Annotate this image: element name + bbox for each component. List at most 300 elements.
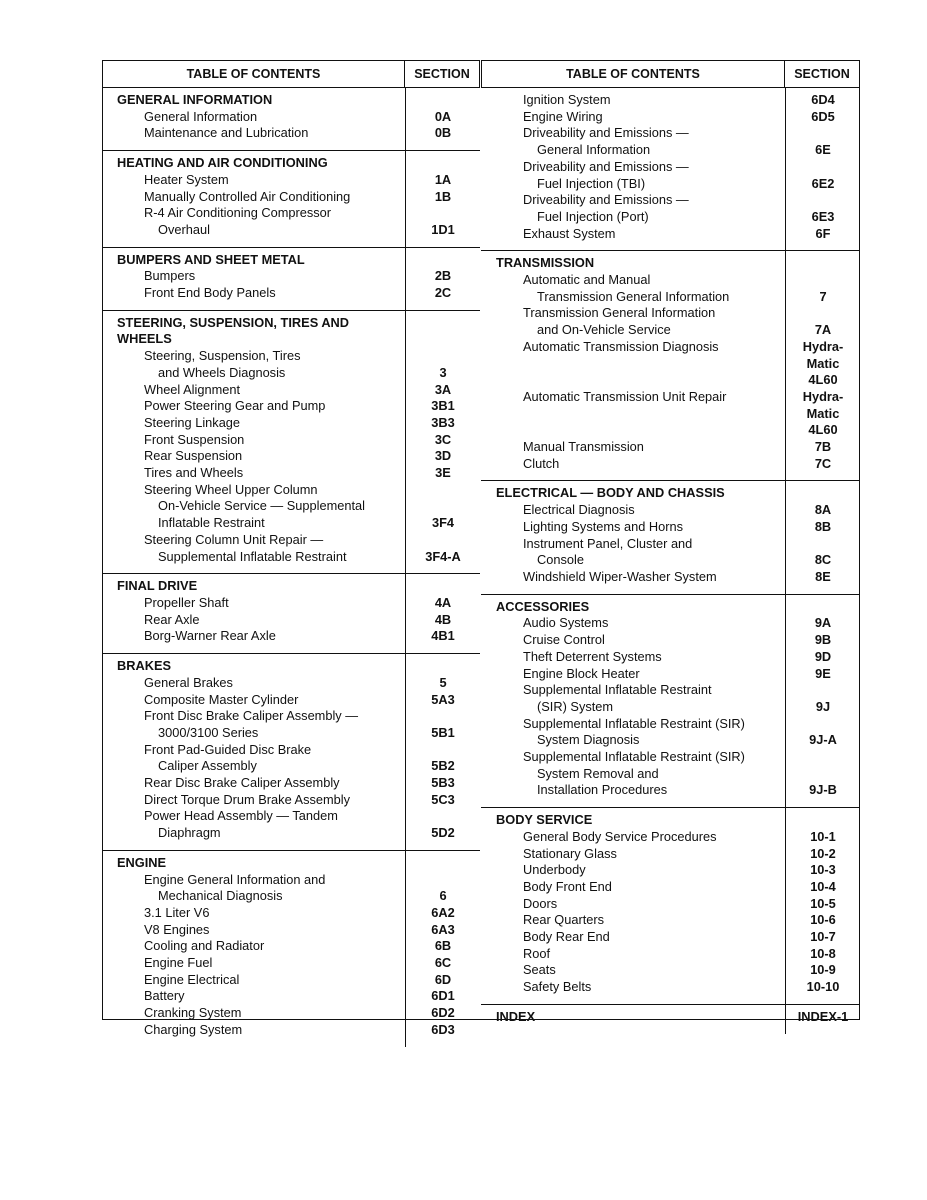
toc-entry-title: Exhaust System bbox=[523, 225, 616, 241]
toc-group-title: ACCESSORIES bbox=[496, 598, 590, 614]
toc-entry-title: Automatic and Manual bbox=[523, 272, 651, 288]
toc-entry-section-number: 3F4-A bbox=[425, 548, 461, 564]
toc-entry-section-number: 10-3 bbox=[810, 862, 836, 878]
toc-group-title-row bbox=[102, 855, 480, 872]
toc-entry[interactable] bbox=[481, 192, 860, 209]
toc-entry-title: Diaphragm bbox=[158, 825, 221, 841]
toc-entry[interactable] bbox=[102, 888, 480, 905]
toc-entry[interactable] bbox=[481, 356, 860, 373]
toc-entry[interactable] bbox=[481, 766, 860, 783]
toc-entry-title: Overhaul bbox=[158, 221, 210, 237]
toc-entry[interactable] bbox=[481, 862, 860, 879]
toc-entry[interactable] bbox=[102, 725, 480, 742]
toc-entry-title: Caliper Assembly bbox=[158, 758, 257, 774]
toc-entry[interactable] bbox=[102, 482, 480, 499]
toc-entry-section-number: 3E bbox=[435, 465, 451, 481]
toc-entry-section-number: 5B3 bbox=[431, 775, 455, 791]
toc-entry-title: Charging System bbox=[144, 1021, 243, 1037]
toc-entry[interactable] bbox=[481, 422, 860, 439]
toc-entry-title: On-Vehicle Service — Supplemental bbox=[158, 498, 365, 514]
toc-entry-title: Supplemental Inflatable Restraint bbox=[523, 682, 712, 698]
left-header-section: SECTION bbox=[404, 61, 479, 87]
toc-entry[interactable] bbox=[481, 552, 860, 569]
toc-entry[interactable] bbox=[481, 456, 860, 473]
toc-entry-section-number: 7B bbox=[814, 439, 832, 455]
toc-group-title-row bbox=[102, 578, 480, 595]
toc-entry[interactable] bbox=[481, 125, 860, 142]
toc-group bbox=[102, 248, 480, 311]
toc-entry[interactable] bbox=[102, 742, 480, 759]
toc-group-title: FINAL DRIVE bbox=[117, 578, 198, 594]
toc-entry-section-number: 8C bbox=[814, 552, 832, 568]
toc-entry[interactable] bbox=[481, 699, 860, 716]
toc-entry-section-number: Hydra- bbox=[802, 388, 844, 404]
toc-entry-section-number: 6A2 bbox=[431, 904, 455, 920]
toc-entry[interactable] bbox=[102, 498, 480, 515]
left-header-title: TABLE OF CONTENTS bbox=[186, 67, 321, 81]
toc-entry-title: General Information bbox=[144, 108, 258, 124]
toc-entry-title: Tires and Wheels bbox=[144, 465, 244, 481]
toc-group bbox=[102, 151, 480, 248]
toc-entry-title: Engine Block Heater bbox=[523, 665, 640, 681]
toc-entry[interactable] bbox=[481, 406, 860, 423]
toc-entry[interactable] bbox=[102, 692, 480, 709]
toc-entry-title: (SIR) System bbox=[537, 698, 614, 714]
toc-entry[interactable] bbox=[481, 615, 860, 632]
toc-entry[interactable] bbox=[481, 176, 860, 193]
toc-entry-section-number: 10-9 bbox=[810, 962, 836, 978]
toc-group-title: TRANSMISSION bbox=[496, 255, 595, 271]
toc-entry-title: Rear Disc Brake Caliper Assembly bbox=[144, 775, 340, 791]
toc-entry[interactable] bbox=[481, 536, 860, 553]
toc-entry-title: Doors bbox=[523, 895, 558, 911]
toc-entry[interactable] bbox=[102, 109, 480, 126]
toc-entry-section-number: 9A bbox=[814, 615, 832, 631]
toc-entry[interactable] bbox=[481, 372, 860, 389]
toc-entry[interactable] bbox=[481, 946, 860, 963]
toc-entry-section-number: 9J-B bbox=[809, 782, 837, 798]
right-groups bbox=[481, 88, 860, 1034]
toc-entry[interactable] bbox=[102, 872, 480, 889]
toc-entry[interactable] bbox=[102, 189, 480, 206]
toc-entry-title: Engine Electrical bbox=[144, 971, 240, 987]
toc-entry-title: Body Rear End bbox=[523, 929, 610, 945]
toc-entry[interactable] bbox=[102, 549, 480, 566]
toc-group bbox=[102, 851, 480, 1047]
toc-entry-section-number: 3D bbox=[434, 448, 452, 464]
section-column-divider bbox=[785, 251, 786, 480]
toc-entry[interactable] bbox=[102, 708, 480, 725]
toc-entry-title: Front Suspension bbox=[144, 431, 245, 447]
toc-entry[interactable] bbox=[481, 439, 860, 456]
toc-entry[interactable] bbox=[102, 222, 480, 239]
toc-entry[interactable] bbox=[102, 792, 480, 809]
toc-group-title-row bbox=[102, 331, 480, 348]
toc-entry-section-number: 5 bbox=[439, 674, 447, 690]
toc-entry-title: Front Pad-Guided Disc Brake bbox=[144, 741, 312, 757]
toc-entry-title: Steering Linkage bbox=[144, 414, 241, 430]
toc-entry-title: Transmission General Information bbox=[537, 288, 730, 304]
toc-group-title: HEATING AND AIR CONDITIONING bbox=[117, 155, 328, 171]
toc-entry-section-number: 8B bbox=[814, 518, 832, 534]
toc-group-title: BODY SERVICE bbox=[496, 812, 593, 828]
toc-entry-title: R-4 Air Conditioning Compressor bbox=[144, 205, 332, 221]
toc-entry[interactable] bbox=[102, 398, 480, 415]
toc-right-header bbox=[481, 60, 860, 88]
toc-group-title: BUMPERS AND SHEET METAL bbox=[117, 251, 305, 267]
toc-entry-section-number: 4B1 bbox=[431, 628, 455, 644]
toc-entry-section-number: 3B1 bbox=[431, 398, 455, 414]
toc-entry[interactable] bbox=[481, 649, 860, 666]
toc-entry-section-number: 5A3 bbox=[431, 691, 455, 707]
toc-entry-section-number: 6D4 bbox=[811, 92, 835, 107]
toc-entry-title: Automatic Transmission Unit Repair bbox=[523, 388, 727, 404]
toc-entry-section-number: 4L60 bbox=[808, 422, 838, 438]
toc-entry-section-number: 6E bbox=[815, 142, 831, 158]
toc-group-title-row bbox=[102, 658, 480, 675]
toc-entry[interactable] bbox=[481, 929, 860, 946]
toc-group-title-continued: WHEELS bbox=[117, 331, 172, 347]
toc-group bbox=[481, 481, 860, 594]
toc-entry-section-number: 6D bbox=[434, 971, 452, 987]
toc-entry-title: Inflatable Restraint bbox=[158, 515, 265, 531]
toc-entry-section-number: 6 bbox=[439, 888, 447, 904]
toc-entry-title: Rear Suspension bbox=[144, 448, 243, 464]
section-column-divider bbox=[785, 808, 786, 1004]
toc-entry-title: Power Head Assembly — Tandem bbox=[144, 808, 338, 824]
toc-entry[interactable] bbox=[102, 758, 480, 775]
toc-entry-section-number: 6D3 bbox=[431, 1021, 455, 1037]
toc-entry-title: Installation Procedures bbox=[537, 782, 668, 798]
toc-entry-title: Manual Transmission bbox=[523, 439, 644, 455]
toc-group-title: STEERING, SUSPENSION, TIRES AND bbox=[117, 314, 350, 330]
toc-entry[interactable] bbox=[102, 415, 480, 432]
section-column-divider bbox=[405, 574, 406, 653]
toc-entry-title: Audio Systems bbox=[523, 615, 609, 631]
toc-entry-title: General Body Service Procedures bbox=[523, 828, 717, 844]
toc-group-title-row bbox=[481, 485, 860, 502]
toc-entry[interactable] bbox=[102, 955, 480, 972]
toc-entry-title: Engine General Information and bbox=[144, 871, 326, 887]
toc-entry-section-number: 6F bbox=[815, 225, 831, 241]
toc-entry-section-number: 3B3 bbox=[431, 414, 455, 430]
toc-group-title: ENGINE bbox=[117, 854, 167, 870]
toc-entry[interactable] bbox=[481, 389, 860, 406]
toc-entry-title: Driveability and Emissions — bbox=[523, 158, 689, 174]
toc-entry-title: Rear Quarters bbox=[523, 912, 605, 928]
toc-entry-section-number: 6B bbox=[434, 938, 452, 954]
toc-entry-title: Supplemental Inflatable Restraint bbox=[158, 548, 347, 564]
toc-entry-section-number: 2C bbox=[434, 285, 452, 301]
toc-entry-title: Steering Wheel Upper Column bbox=[144, 481, 318, 497]
toc-entry-section-number: 10-5 bbox=[810, 895, 836, 911]
toc-entry-title: Power Steering Gear and Pump bbox=[144, 398, 326, 414]
toc-left-header bbox=[102, 60, 480, 88]
toc-entry[interactable] bbox=[481, 979, 860, 996]
toc-group-title-row bbox=[102, 315, 480, 332]
toc-entry-title: Direct Torque Drum Brake Assembly bbox=[144, 791, 351, 807]
toc-group bbox=[481, 808, 860, 1005]
toc-entry[interactable] bbox=[102, 365, 480, 382]
toc-entry[interactable] bbox=[481, 502, 860, 519]
toc-entry-title: Composite Master Cylinder bbox=[144, 691, 299, 707]
toc-entry[interactable] bbox=[481, 682, 860, 699]
toc-entry-section-number: 5B2 bbox=[431, 758, 455, 774]
toc-entry[interactable] bbox=[481, 159, 860, 176]
toc-entry-title: Lighting Systems and Horns bbox=[523, 518, 684, 534]
toc-entry[interactable] bbox=[102, 595, 480, 612]
toc-entry-section-number: 1D1 bbox=[431, 221, 455, 237]
toc-entry-section-number: 1B bbox=[434, 188, 452, 204]
toc-entry[interactable] bbox=[102, 988, 480, 1005]
toc-entry-section-number: 9J-A bbox=[809, 732, 837, 748]
toc-entry-section-number: 10-7 bbox=[810, 929, 836, 945]
toc-entry-section-number: 3C bbox=[434, 431, 452, 447]
toc-entry-section-number: 4B bbox=[434, 611, 452, 627]
toc-entry[interactable] bbox=[481, 109, 860, 126]
toc-entry[interactable] bbox=[102, 125, 480, 142]
toc-group-title-section: INDEX-1 bbox=[797, 1008, 849, 1024]
toc-entry-section-number: 8A bbox=[814, 502, 832, 518]
toc-entry-section-number: 10-10 bbox=[806, 979, 840, 995]
toc-entry[interactable] bbox=[481, 829, 860, 846]
toc-entry[interactable] bbox=[481, 666, 860, 683]
toc-entry[interactable] bbox=[102, 432, 480, 449]
toc-group bbox=[481, 1005, 860, 1034]
toc-entry[interactable] bbox=[481, 226, 860, 243]
toc-entry-title: Maintenance and Lubrication bbox=[144, 125, 309, 141]
toc-group-title-row bbox=[481, 599, 860, 616]
toc-entry[interactable] bbox=[102, 775, 480, 792]
toc-entry-title: Cooling and Radiator bbox=[144, 938, 265, 954]
toc-entry-section-number: 3F4 bbox=[431, 515, 455, 531]
toc-entry-title: Theft Deterrent Systems bbox=[523, 648, 662, 664]
toc-entry-section-number: 6D1 bbox=[431, 988, 455, 1004]
section-column-divider bbox=[405, 851, 406, 1047]
toc-entry-section-number: 6E3 bbox=[811, 208, 835, 224]
toc-entry-section-number: 10-6 bbox=[810, 912, 836, 928]
toc-entry[interactable] bbox=[481, 896, 860, 913]
toc-entry-title: Fuel Injection (TBI) bbox=[537, 175, 646, 191]
toc-entry-title: Engine Fuel bbox=[144, 955, 213, 971]
toc-entry-title: Ignition System bbox=[523, 92, 611, 107]
toc-entry-section-number: 9J bbox=[815, 698, 831, 714]
toc-group-title: BRAKES bbox=[117, 658, 172, 674]
toc-entry-title: System Diagnosis bbox=[537, 732, 640, 748]
toc-entry-section-number: 0A bbox=[434, 108, 452, 124]
toc-group bbox=[481, 88, 860, 251]
toc-entry-title: Safety Belts bbox=[523, 979, 592, 995]
toc-entry-title: Instrument Panel, Cluster and bbox=[523, 535, 693, 551]
toc-entry-title: Steering Column Unit Repair — bbox=[144, 531, 324, 547]
section-column-divider bbox=[785, 1005, 786, 1034]
toc-entry[interactable] bbox=[102, 532, 480, 549]
toc-entry[interactable] bbox=[102, 675, 480, 692]
toc-entry[interactable] bbox=[481, 272, 860, 289]
toc-entry-title: Fuel Injection (Port) bbox=[537, 208, 649, 224]
toc-entry[interactable] bbox=[481, 289, 860, 306]
toc-entry-title: Steering, Suspension, Tires bbox=[144, 348, 301, 364]
toc-entry-title: Manually Controlled Air Conditioning bbox=[144, 188, 351, 204]
toc-entry-title: Roof bbox=[523, 945, 551, 961]
toc-entry-section-number: 2B bbox=[434, 268, 452, 284]
toc-entry[interactable] bbox=[102, 1022, 480, 1039]
toc-entry-title: Underbody bbox=[523, 862, 586, 878]
toc-entry[interactable] bbox=[102, 348, 480, 365]
toc-group-title-row bbox=[481, 1009, 860, 1026]
toc-entry-section-number: Matic bbox=[806, 355, 840, 371]
toc-group-title: ELECTRICAL — BODY AND CHASSIS bbox=[496, 485, 725, 501]
toc-group bbox=[102, 574, 480, 654]
toc-entry[interactable] bbox=[102, 808, 480, 825]
toc-entry-section-number: 3 bbox=[439, 364, 447, 380]
toc-entry[interactable] bbox=[102, 382, 480, 399]
toc-entry-title: Supplemental Inflatable Restraint (SIR) bbox=[523, 749, 745, 765]
toc-entry-section-number: 10-8 bbox=[810, 945, 836, 961]
toc-entry[interactable] bbox=[102, 922, 480, 939]
toc-entry-title: Wheel Alignment bbox=[144, 381, 241, 397]
toc-entry-title: and On-Vehicle Service bbox=[537, 322, 671, 338]
section-column-divider bbox=[785, 481, 786, 593]
toc-entry[interactable] bbox=[481, 879, 860, 896]
toc-entry-title: Electrical Diagnosis bbox=[523, 502, 635, 518]
toc-entry[interactable] bbox=[481, 716, 860, 733]
toc-entry[interactable] bbox=[102, 285, 480, 302]
toc-group-title-row bbox=[102, 155, 480, 172]
toc-entry-title: System Removal and bbox=[537, 765, 659, 781]
toc-entry[interactable] bbox=[481, 339, 860, 356]
toc-entry-title: 3000/3100 Series bbox=[158, 724, 259, 740]
toc-entry-section-number: Matic bbox=[806, 405, 840, 421]
toc-entry-section-number: 4A bbox=[434, 594, 452, 610]
toc-entry-title: Driveability and Emissions — bbox=[523, 125, 689, 141]
toc-entry-title: Propeller Shaft bbox=[144, 594, 229, 610]
toc-entry-section-number: 5C3 bbox=[431, 791, 455, 807]
section-column-divider bbox=[785, 88, 786, 250]
toc-entry-section-number: 7A bbox=[814, 322, 832, 338]
toc-entry[interactable] bbox=[102, 612, 480, 629]
toc-entry-title: Borg-Warner Rear Axle bbox=[144, 628, 276, 644]
toc-right-column bbox=[481, 60, 860, 1034]
section-column-divider bbox=[405, 151, 406, 247]
toc-entry-section-number: 8E bbox=[815, 568, 831, 584]
toc-entry-section-number: 9E bbox=[815, 665, 831, 681]
section-column-divider bbox=[405, 88, 406, 150]
toc-entry-section-number: 9D bbox=[814, 648, 832, 664]
toc-entry-section-number: 5B1 bbox=[431, 724, 455, 740]
toc-entry[interactable] bbox=[102, 972, 480, 989]
toc-entry-title: Automatic Transmission Diagnosis bbox=[523, 338, 719, 354]
toc-entry-section-number: 6E2 bbox=[811, 175, 835, 191]
toc-entry[interactable] bbox=[102, 938, 480, 955]
toc-entry-title: Windshield Wiper-Washer System bbox=[523, 568, 717, 584]
toc-entry-title: General Brakes bbox=[144, 674, 233, 690]
toc-entry-section-number: 0B bbox=[434, 125, 452, 141]
toc-entry-title: Transmission General Information bbox=[523, 305, 716, 321]
toc-entry[interactable] bbox=[481, 846, 860, 863]
toc-entry-section-number: 1A bbox=[434, 171, 452, 187]
toc-entry[interactable] bbox=[481, 142, 860, 159]
toc-entry-section-number: Hydra- bbox=[802, 338, 844, 354]
toc-entry[interactable] bbox=[481, 519, 860, 536]
toc-entry-section-number: 10-4 bbox=[810, 878, 836, 894]
toc-group-title: INDEX bbox=[496, 1008, 536, 1024]
toc-entry-section-number: 7C bbox=[814, 455, 832, 471]
toc-entry-section-number: 10-2 bbox=[810, 845, 836, 861]
toc-entry-title: Seats bbox=[523, 962, 556, 978]
toc-entry[interactable] bbox=[102, 628, 480, 645]
toc-entry[interactable] bbox=[481, 782, 860, 799]
toc-entry-title: Supplemental Inflatable Restraint (SIR) bbox=[523, 715, 745, 731]
toc-entry-title: Cranking System bbox=[144, 1005, 242, 1021]
toc-entry[interactable] bbox=[102, 172, 480, 189]
toc-entry[interactable] bbox=[102, 515, 480, 532]
toc-entry-section-number: 6C bbox=[434, 955, 452, 971]
toc-entry-title: General Information bbox=[537, 142, 651, 158]
toc-entry-title: Mechanical Diagnosis bbox=[158, 888, 283, 904]
toc-entry[interactable] bbox=[102, 905, 480, 922]
section-column-divider bbox=[785, 595, 786, 807]
toc-entry-title: and Wheels Diagnosis bbox=[158, 364, 286, 380]
toc-group bbox=[481, 251, 860, 481]
toc-entry-title: Body Front End bbox=[523, 878, 612, 894]
toc-entry[interactable] bbox=[481, 322, 860, 339]
toc-entry-title: Engine Wiring bbox=[523, 108, 603, 124]
toc-entry[interactable] bbox=[481, 209, 860, 226]
toc-entry-section-number: 4L60 bbox=[808, 372, 838, 388]
toc-entry[interactable] bbox=[481, 732, 860, 749]
toc-entry-title: Rear Axle bbox=[144, 611, 200, 627]
toc-group-title-row bbox=[102, 252, 480, 269]
toc-group bbox=[102, 654, 480, 851]
toc-entry[interactable] bbox=[102, 465, 480, 482]
toc-entry[interactable] bbox=[102, 205, 480, 222]
toc-entry-title: Driveability and Emissions — bbox=[523, 192, 689, 208]
toc-entry[interactable] bbox=[102, 448, 480, 465]
toc-entry[interactable] bbox=[481, 305, 860, 322]
toc-entry[interactable] bbox=[481, 962, 860, 979]
toc-group-title-row bbox=[481, 812, 860, 829]
toc-group-title-row bbox=[481, 255, 860, 272]
toc-entry[interactable] bbox=[481, 92, 860, 109]
toc-entry[interactable] bbox=[102, 268, 480, 285]
toc-entry-section-number: 7 bbox=[819, 288, 827, 304]
toc-entry-title: 3.1 Liter V6 bbox=[144, 904, 210, 920]
left-groups bbox=[102, 88, 480, 1047]
toc-entry[interactable] bbox=[481, 749, 860, 766]
toc-entry[interactable] bbox=[481, 912, 860, 929]
right-header-title: TABLE OF CONTENTS bbox=[566, 67, 700, 81]
toc-entry-section-number: 6D2 bbox=[431, 1005, 455, 1021]
toc-entry-title: V8 Engines bbox=[144, 921, 210, 937]
toc-entry-section-number: 9B bbox=[814, 632, 832, 648]
toc-entry-title: Console bbox=[537, 552, 584, 568]
toc-group bbox=[102, 311, 480, 575]
toc-entry-title: Heater System bbox=[144, 171, 229, 187]
section-column-divider bbox=[405, 248, 406, 310]
toc-group bbox=[481, 595, 860, 808]
toc-entry[interactable] bbox=[102, 825, 480, 842]
toc-entry-title: Bumpers bbox=[144, 268, 196, 284]
toc-entry-section-number: 5D2 bbox=[431, 825, 455, 841]
toc-entry-section-number: 6A3 bbox=[431, 921, 455, 937]
toc-entry[interactable] bbox=[481, 569, 860, 586]
toc-entry-title: Front End Body Panels bbox=[144, 285, 276, 301]
toc-entry-title: Clutch bbox=[523, 455, 560, 471]
toc-entry[interactable] bbox=[102, 1005, 480, 1022]
toc-entry[interactable] bbox=[481, 632, 860, 649]
toc-entry-title: Stationary Glass bbox=[523, 845, 617, 861]
